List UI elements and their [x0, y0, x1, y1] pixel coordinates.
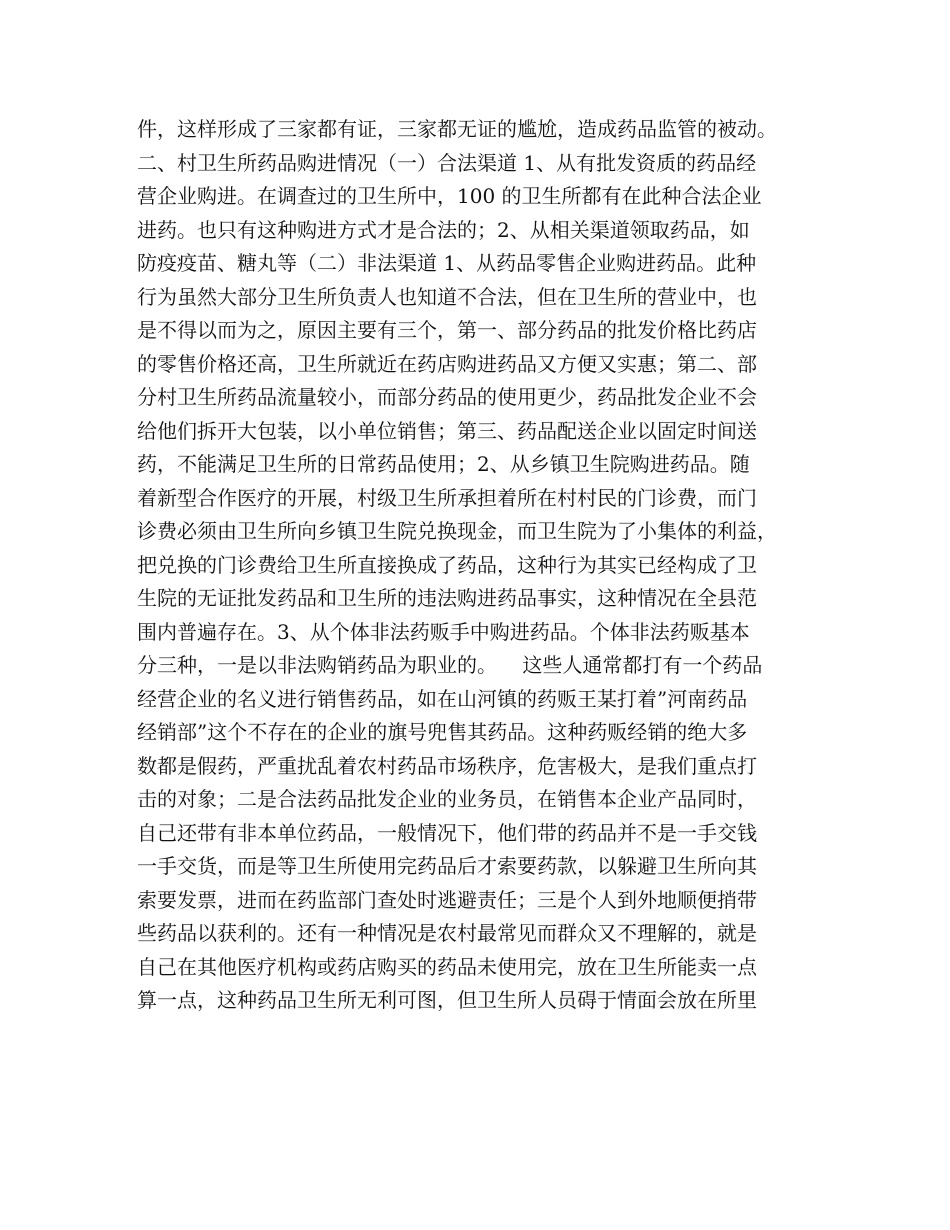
text-line: 数都是假药，严重扰乱着农村药品市场秩序，危害极大，是我们重点打 [137, 753, 757, 778]
text-line: 诊费必须由卫生所向乡镇卫生院兑换现金，而卫生院为了小集体的利益， [137, 519, 777, 543]
text-line: 算一点，这种药品卫生所无利可图，但卫生所人员碍于情面会放在所里 [137, 988, 757, 1012]
text-line: 防疫疫苗、糖丸等（二）非法渠道 1、从药品零售企业购进药品。此种 [137, 251, 757, 275]
text-line: 件，这样形成了三家都有证，三家都无证的尴尬，造成药品监管的被动。 [137, 117, 777, 141]
text-line: 的零售价格还高，卫生所就近在药店购进药品又方便又实惠；第二、部 [137, 351, 757, 376]
text-line: 药，不能满足卫生所的日常药品使用；2、从乡镇卫生院购进药品。随 [137, 452, 750, 476]
text-line: 着新型合作医疗的开展，村级卫生所承担着所在村村民的门诊费，而门 [137, 485, 757, 510]
text-line: 二、村卫生所药品购进情况（一）合法渠道 1、从有批发资质的药品经 [137, 150, 757, 175]
text-line: 索要发票，进而在药监部门查处时逃避责任；三是个人到外地顺便捎带 [137, 887, 757, 912]
body-text [137, 113, 827, 1018]
text-line: 行为虽然大部分卫生所负责人也知道不合法，但在卫生所的营业中，也 [137, 284, 757, 309]
text-line: 给他们拆开大包装，以小单位销售；第三、药品配送企业以固定时间送 [137, 418, 757, 443]
text-line: 分三种，一是以非法购销药品为职业的。 这些人通常都打有一个药品 [137, 653, 763, 677]
text-line: 把兑换的门诊费给卫生所直接换成了药品，这种行为其实已经构成了卫 [137, 552, 757, 577]
text-line: 击的对象；二是合法药品批发企业的业务员，在销售本企业产品同时， [137, 787, 757, 811]
text-line: 是不得以而为之，原因主要有三个，第一、部分药品的批发价格比药店 [137, 318, 757, 342]
text-line: 些药品以获利的。还有一种情况是农村最常见而群众又不理解的，就是 [137, 921, 757, 945]
text-line: 经营企业的名义进行销售药品，如在山河镇的药贩王某打着”河南药品 [137, 686, 748, 711]
text-line: 一手交货，而是等卫生所使用完药品后才索要药款，以躲避卫生所向其 [137, 854, 757, 878]
text-line: 自己在其他医疗机构或药店购买的药品未使用完，放在卫生所能卖一点 [137, 954, 757, 979]
text-line: 围内普遍存在。3、从个体非法药贩手中购进药品。个体非法药贩基本 [137, 619, 750, 644]
text-line: 营企业购进。在调查过的卫生所中，100 的卫生所都有在此种合法企业 [137, 184, 762, 208]
text-line: 生院的无证批发药品和卫生所的违法购进药品事实，这种情况在全县范 [137, 586, 757, 610]
text-line: 自己还带有非本单位药品，一般情况下，他们带的药品并不是一手交钱 [137, 820, 757, 845]
text-line: 分村卫生所药品流量较小，而部分药品的使用更少，药品批发企业不会 [137, 385, 757, 409]
text-line: 经销部”这个不存在的企业的旗号兜售其药品。这种药贩经销的绝大多 [137, 720, 748, 744]
text-line: 进药。也只有这种购进方式才是合法的；2、从相关渠道领取药品，如 [137, 217, 750, 242]
